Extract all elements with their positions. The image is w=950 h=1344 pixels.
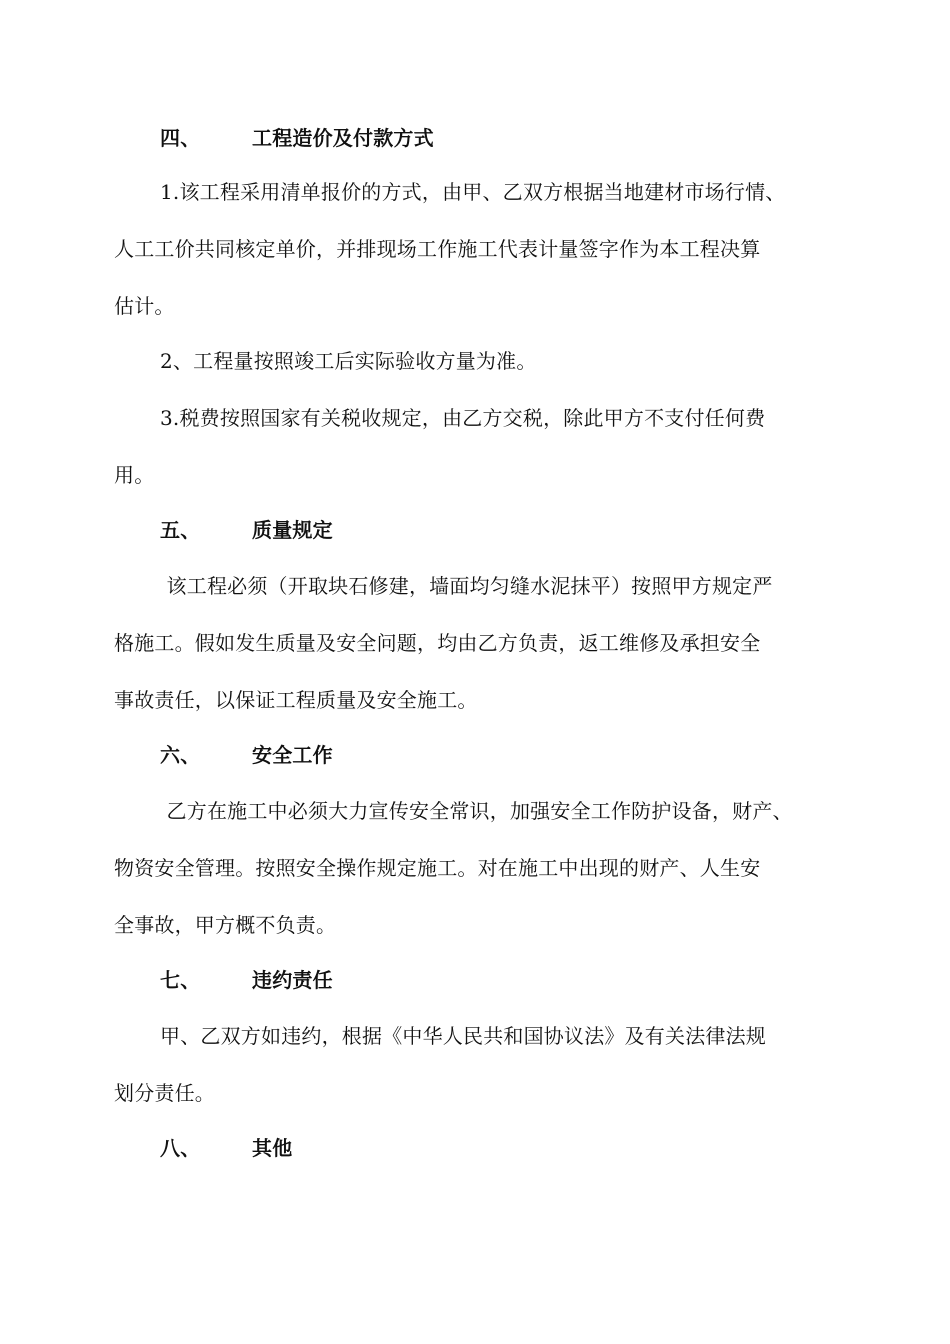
section-title: 质量规定: [252, 518, 333, 542]
paragraph-line: 划分责任。: [114, 1081, 215, 1105]
paragraph-line: 乙方在施工中必须大力宣传安全常识，加强安全工作防护设备，财产、: [160, 799, 793, 823]
paragraph-line: 事故责任，以保证工程质量及安全施工。: [114, 688, 478, 712]
section-number: 四、: [160, 126, 201, 150]
section-title: 其他: [252, 1136, 293, 1160]
section-number: 八、: [160, 1136, 201, 1160]
section-heading: [160, 126, 560, 150]
section-heading: [160, 743, 560, 767]
paragraph-line: 人工工价共同核定单价，并排现场工作施工代表计量签字作为本工程决算: [114, 237, 761, 261]
section-title: 安全工作: [252, 743, 333, 767]
section-title: 违约责任: [252, 968, 333, 992]
section-title: 工程造价及付款方式: [252, 126, 434, 150]
section-number: 七、: [160, 968, 201, 992]
paragraph-line: 该工程必须（开取块石修建，墙面均匀缝水泥抹平）按照甲方规定严: [160, 574, 773, 598]
paragraph-line: 物资安全管理。按照安全操作规定施工。对在施工中出现的财产、人生安: [114, 856, 761, 880]
section-number: 六、: [160, 743, 201, 767]
paragraph-line: 1.该工程采用清单报价的方式，由甲、乙双方根据当地建材市场行情、: [160, 180, 786, 204]
paragraph-line: 用。: [114, 463, 155, 487]
paragraph-line: 3.税费按照国家有关税收规定，由乙方交税，除此甲方不支付任何费: [160, 406, 766, 430]
paragraph-line: 甲、乙双方如违约，根据《中华人民共和国协议法》及有关法律法规: [160, 1024, 766, 1048]
paragraph-line: 格施工。假如发生质量及安全问题，均由乙方负责，返工维修及承担安全: [114, 631, 761, 655]
section-number: 五、: [160, 518, 201, 542]
paragraph-line: 估计。: [114, 294, 175, 318]
section-heading: [160, 968, 560, 992]
paragraph-line: 2、工程量按照竣工后实际验收方量为准。: [160, 349, 537, 373]
section-heading: [160, 1136, 560, 1160]
paragraph-line: 全事故，甲方概不负责。: [114, 913, 337, 937]
section-heading: [160, 518, 560, 542]
